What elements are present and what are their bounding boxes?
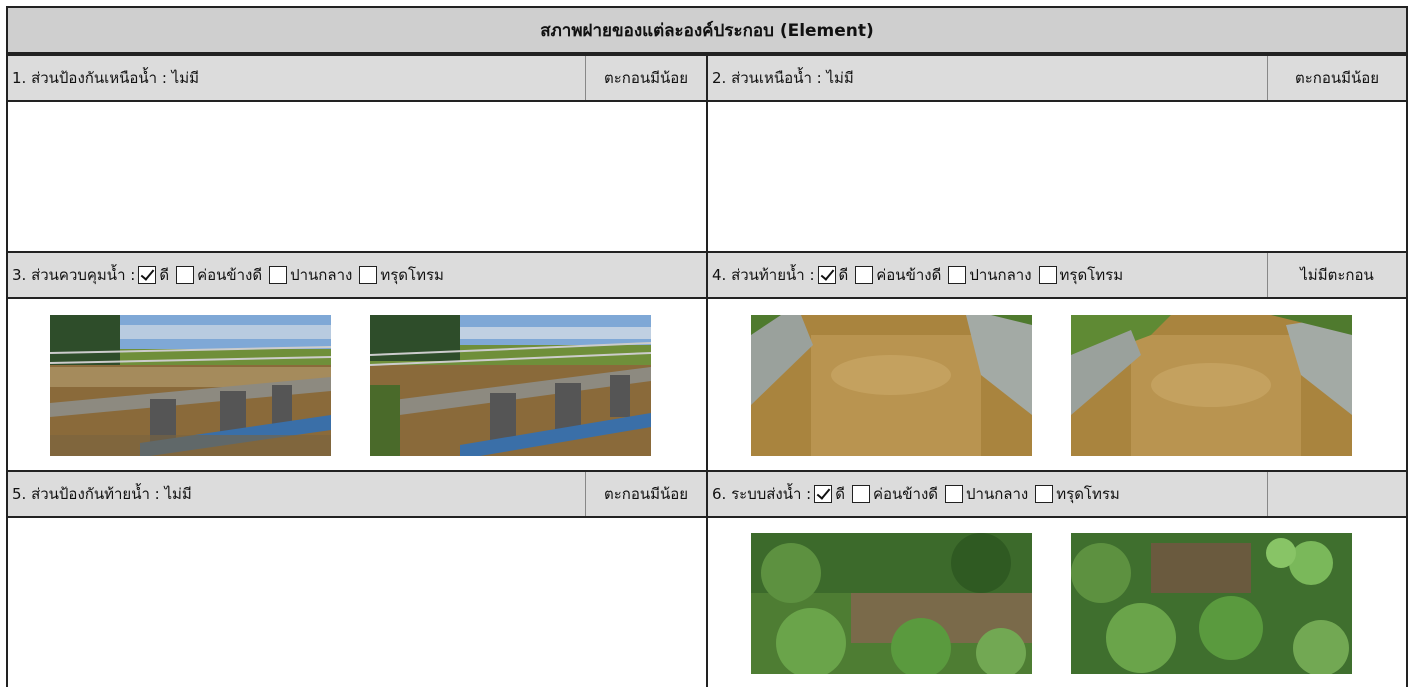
section-4-good-checkbox[interactable] <box>818 266 836 284</box>
section-6-fairly-good-checkbox[interactable] <box>852 485 870 503</box>
section-2-sediment: ตะกอนมีน้อย <box>1267 56 1406 100</box>
section-4-label-group <box>708 263 1267 287</box>
section-6-label: 6. ระบบส่งน้ำ : <box>712 485 812 503</box>
downstream-photo-2 <box>1071 315 1352 456</box>
section-6-moderate-label: ปานกลาง <box>966 485 1029 503</box>
canal-photo-1 <box>751 533 1032 674</box>
section-3-label-group <box>8 263 706 287</box>
weir-gate-photo-2 <box>370 315 651 456</box>
weir-gate-photo-1 <box>50 315 331 456</box>
section-1-header <box>8 54 706 102</box>
section-3-label: 3. ส่วนควบคุมน้ำ : <box>12 266 136 284</box>
section-6-sediment <box>1267 472 1406 516</box>
section-6-fairly-good-label: ค่อนข้างดี <box>872 485 939 503</box>
section-4-poor-checkbox[interactable] <box>1039 266 1057 284</box>
section-3-moderate-checkbox[interactable] <box>269 266 287 284</box>
section-3-good-checkbox[interactable] <box>138 266 156 284</box>
canal-photo-2 <box>1071 533 1352 674</box>
section-3-good-label: ดี <box>159 266 170 284</box>
section-6-good-label: ดี <box>835 485 845 503</box>
section-5-sediment: ตะกอนมีน้อย <box>585 472 706 516</box>
section-4-label: 4. ส่วนท้ายน้ำ : <box>712 266 815 284</box>
section-3-header <box>8 251 706 299</box>
section-4-poor-label: ทรุดโทรม <box>1059 266 1124 284</box>
table-title-text: สภาพฝายของแต่ละองค์ประกอบ (Element) <box>540 20 874 41</box>
section-3-moderate-label: ปานกลาง <box>290 266 353 284</box>
section-4-header <box>708 251 1406 299</box>
section-3-poor-checkbox[interactable] <box>359 266 377 284</box>
section-6-header <box>708 470 1406 518</box>
column-divider <box>706 54 708 687</box>
section-6-good-checkbox[interactable] <box>814 485 832 503</box>
section-6-poor-checkbox[interactable] <box>1035 485 1053 503</box>
section-2-header <box>708 54 1406 102</box>
section-6-label-group <box>708 482 1267 506</box>
section-1-sediment: ตะกอนมีน้อย <box>585 56 706 100</box>
section-3-fairly-good-label: ค่อนข้างดี <box>197 266 263 284</box>
section-4-moderate-label: ปานกลาง <box>969 266 1032 284</box>
section-4-fairly-good-label: ค่อนข้างดี <box>876 266 942 284</box>
section-5-header <box>8 470 706 518</box>
section-4-good-label: ดี <box>838 266 849 284</box>
section-4-sediment: ไม่มีตะกอน <box>1267 253 1406 297</box>
section-1-label: 1. ส่วนป้องกันเหนือน้ำ : ไม่มี <box>12 69 199 87</box>
section-5-label: 5. ส่วนป้องกันท้ายน้ำ : ไม่มี <box>12 485 192 503</box>
section-6-poor-label: ทรุดโทรม <box>1056 485 1120 503</box>
section-4-fairly-good-checkbox[interactable] <box>855 266 873 284</box>
section-2-label: 2. ส่วนเหนือน้ำ : ไม่มี <box>712 69 854 87</box>
section-4-moderate-checkbox[interactable] <box>948 266 966 284</box>
section-6-moderate-checkbox[interactable] <box>945 485 963 503</box>
section-3-poor-label: ทรุดโทรม <box>380 266 444 284</box>
section-3-fairly-good-checkbox[interactable] <box>176 266 194 284</box>
downstream-photo-1 <box>751 315 1032 456</box>
